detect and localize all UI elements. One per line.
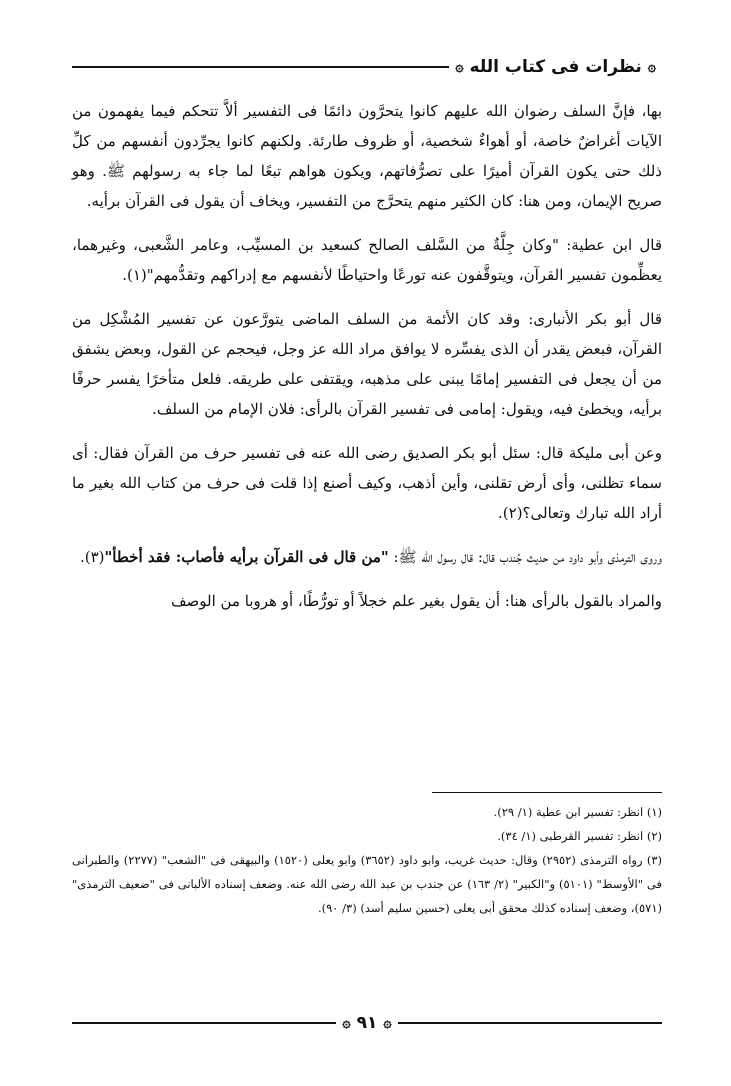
footnotes <box>72 800 662 920</box>
footnote-ref: (٣). <box>79 548 105 566</box>
footnote: (١) انظر: تفسير ابن عطية (١/ ٢٩). <box>493 805 662 819</box>
footer-rule-left <box>72 1022 336 1024</box>
hadith-paragraph <box>72 542 662 572</box>
hadith-intro: وروى الترمذى وأبو داود من حديث جُندب قال: قال رسول الله ﷺ: <box>388 548 662 566</box>
running-header <box>72 52 662 82</box>
paragraph: والمراد بالقول بالرأى هنا: أن يقول بغير علم خجلاً أو تورُّطًا، أو هروبا من الوصف <box>171 592 662 610</box>
footer-rule-right <box>398 1022 662 1024</box>
ornament-icon: ۞ <box>455 59 464 75</box>
header-title-group <box>449 57 662 77</box>
paragraph: وعن أبى مليكة قال: سئل أبو بكر الصديق رضى الله عنه فى تفسير حرف من القرآن فقال: أى سماء تظلنى، وأى أرض تقلنى، وأين أذهب، وكيف أصنع إذا قلت فى حرف من كتاب الله بغير ما أراد الله تبارك وتعالى؟(٢). <box>72 444 662 522</box>
page-footer <box>72 1008 662 1038</box>
page-number-group <box>336 1013 397 1033</box>
footnote-divider <box>432 792 662 793</box>
ornament-icon: ۞ <box>342 1015 351 1031</box>
header-rule <box>72 66 449 68</box>
main-text <box>72 96 662 630</box>
paragraph: قال ابن عطية: "وكان جِلَّةٌ من السَّلف الصالح كسعيد بن المسيِّب، وعامر الشَّعبى، وغيرهما، يعظِّمون تفسير القرآن، ويتوقَّفون عنه تورعًا واحتياطًا لأنفسهم مع إدراكهم وتقدُّمهم"(١). <box>72 236 662 284</box>
hadith-quote: "من قال فى القرآن برأيه فأصاب: فقد أخطأ" <box>104 548 389 566</box>
footnote: (٢) انظر: تفسير القرطبى (١/ ٣٤). <box>497 829 662 843</box>
book-title: نظرات فى كتاب الله <box>469 57 642 77</box>
paragraph: قال أبو بكر الأنبارى: وقد كان الأئمة من السلف الماضى يتورَّعون عن تفسير المُشْكِل من القرآن، فبعض يقدر أن الذى يفسِّره لا يوافق مراد الله عز وجل، فيحجم عن القول، وبعض يشفق من أن يجعل فى التفسير إمامًا يبنى على مذهبه، ويقتفى على طريقه. فلعل متأخرًا يفسر حرفًا برأيه، ويخطئ فيه، ويقول: إمامى فى تفسير القرآن بالرأى: فلان الإمام من السلف. <box>72 310 662 418</box>
page-number: ٩١ <box>356 1013 378 1033</box>
ornament-icon: ۞ <box>383 1015 392 1031</box>
ornament-icon: ۞ <box>647 59 656 75</box>
footnote: (٣) رواه الترمذى (٢٩٥٢) وقال: حديث غريب، وابو داود (٣٦٥٢) وابو يعلى (١٥٢٠) والبيهقى فى "الشعب" (٢٢٧٧) والطبرانى فى "الأوسط" (٥١٠١) و"الكبير" (٢/ ١٦٣) عن جندب بن عبد الله رضى الله عنه. وضعف إسناده الألبانى فى "ضعيف الترمذى" (٥٧١)، وضعف إسناده كذلك محقق أبى يعلى (حسين سليم أسد) (٣/ ٩٠). <box>72 853 663 915</box>
paragraph: بها، فإنَّ السلف رضوان الله عليهم كانوا يتحرَّون دائمًا فى التفسير ألاَّ تتحكم فيما يفهمون من الآيات أغراضٌ خاصة، أو أهواءٌ شخصية، أو ظروف طارئة. ولكنهم كانوا يجرِّدون أنفسهم من كلِّ ذلك حتى يكون القرآن أميرًا على تصرُّفاتهم، ويكون هواهم تبعًا لما جاء به رسولهم ﷺ. وهو صريح الإيمان، ومن هنا: كان الكثير منهم يتحرَّج من التفسير، ويخاف أن يقول فى القرآن برأيه. <box>72 102 662 210</box>
